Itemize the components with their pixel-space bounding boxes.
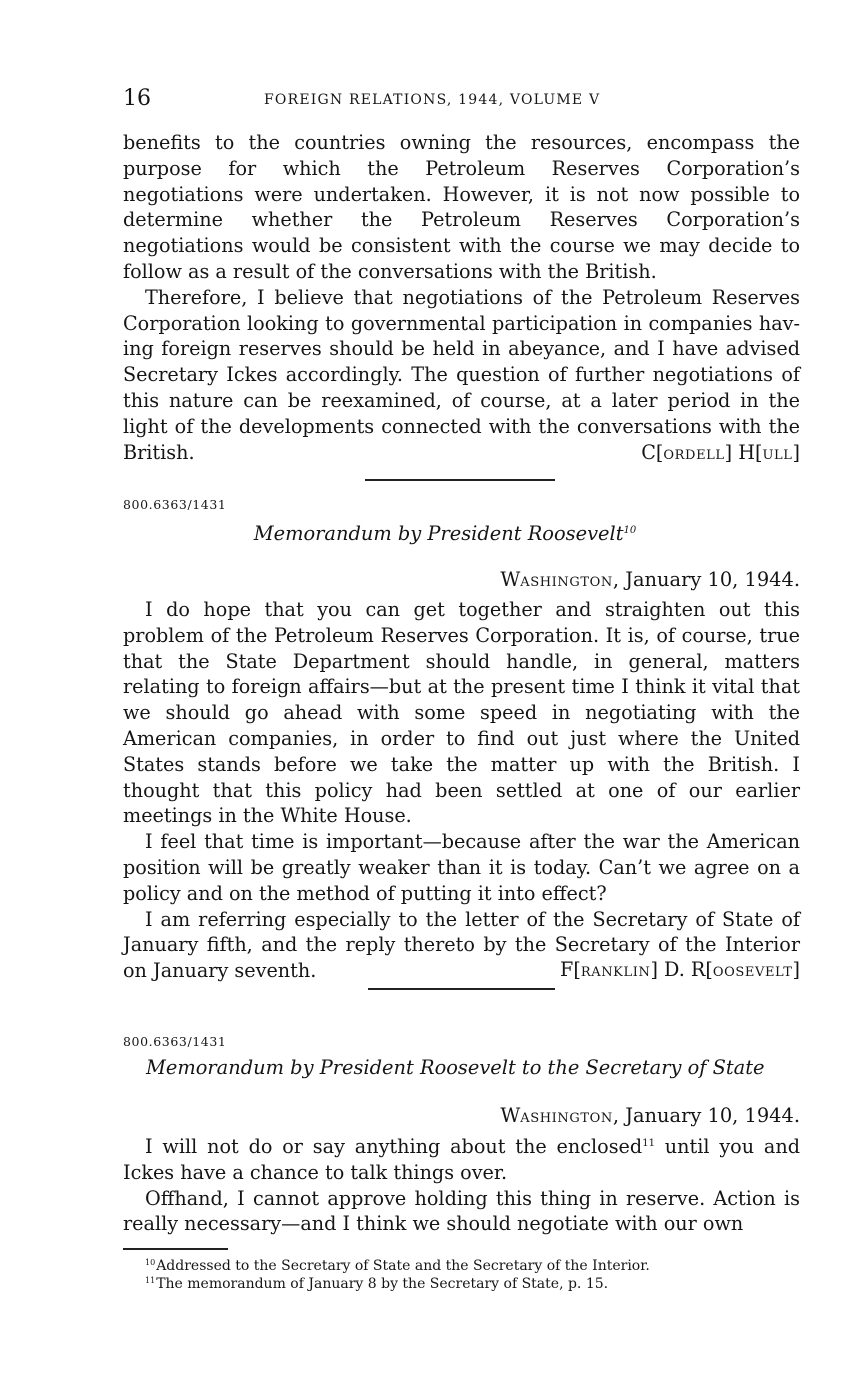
section-divider-1 [365,479,555,481]
doc2-body [123,1134,800,1237]
doc2-dateline: WASHINGTON, January 10, 1944. [500,1104,800,1127]
section1-body [123,130,800,465]
doc1-footnote-marker: 10 [623,525,637,536]
section-divider-2 [368,988,555,990]
doc2-paragraph-2: Offhand, I cannot approve holding this thing in reserve. Action is really necessary—and I think we should negotiate with our own [123,1186,800,1236]
roosevelt-signature: F[RANKLIN] D. R[OOSEVELT] [560,958,800,981]
page-header [123,86,800,116]
footnote-rule [123,1248,228,1250]
doc2-title: Memorandum by President Roosevelt to the Secretary of State [146,1056,765,1079]
section1-paragraph-1: benefits to the countries owning the resources, encompass the purpose for which the Petroleum Reserves Corporation’s negotiations were undertaken. However, it is not now possible to determine whether the Petroleum Reserves Corporation’s negotiations would be consistent with the course we may decide to follow as a result of the conversations with the British. [123,131,800,283]
doc2-footnote-marker: 11 [642,1138,655,1149]
doc1-paragraph-2: I feel that time is important—because after the war the American position will be greatly weaker than it is today. Can’t we agree on a policy and on the method of putting it into effect? [123,830,800,905]
doc1-paragraph-3: I am referring especially to the letter of the Secretary of State of January fifth, and the reply thereto by the Secretary of the Interior on January seventh. [123,907,800,983]
footnote-11: $^{11}$The memorandum of January 8 by the Secretary of State, p. 15. [145,1276,609,1292]
doc1-body [123,597,800,984]
page-number: 16 [123,86,151,111]
hull-signature: C[ORDELL] H[ULL] [641,441,800,464]
doc2-file-reference: 800.6363/1431 [123,1034,227,1049]
doc2-paragraph-1: I will not do or say anything about the enclosed$^{11}$ until you and Ickes have a chance to talk things over. [123,1135,800,1184]
section1-paragraph-2: Therefore, I believe that negotiations of the Petroleum Reserves Corporation looking to governmental participation in companies having foreign reserves should be held in abeyance, and I have advised Secretary Ickes accordingly. The question of further negotiations of this nature can be reexamined, of course, at a later period in the light of the developments connected with the conversations with the British. [123,285,800,464]
footnote-10: $^{10}$Addressed to the Secretary of State and the Secretary of the Interior. [145,1258,650,1274]
doc1-title: Memorandum by President Roosevelt$^{10}$ [253,522,637,545]
doc1-file-reference: 800.6363/1431 [123,497,227,512]
running-title: FOREIGN RELATIONS, 1944, VOLUME V [264,92,601,108]
doc1-dateline: WASHINGTON, January 10, 1944. [500,568,800,591]
doc1-paragraph-1: I do hope that you can get together and straighten out this problem of the Petroleum Reserves Corporation. It is, of course, true that the State Department should handle, in general, matters relating to foreign affairs—but at the present time I think it vital that we should go ahead with some speed in negotiating with the American companies, in order to find out just where the United States stands before we take the matter up with the British. I thought that this policy had been settled at one of our earlier meetings in the White House. [123,598,800,828]
